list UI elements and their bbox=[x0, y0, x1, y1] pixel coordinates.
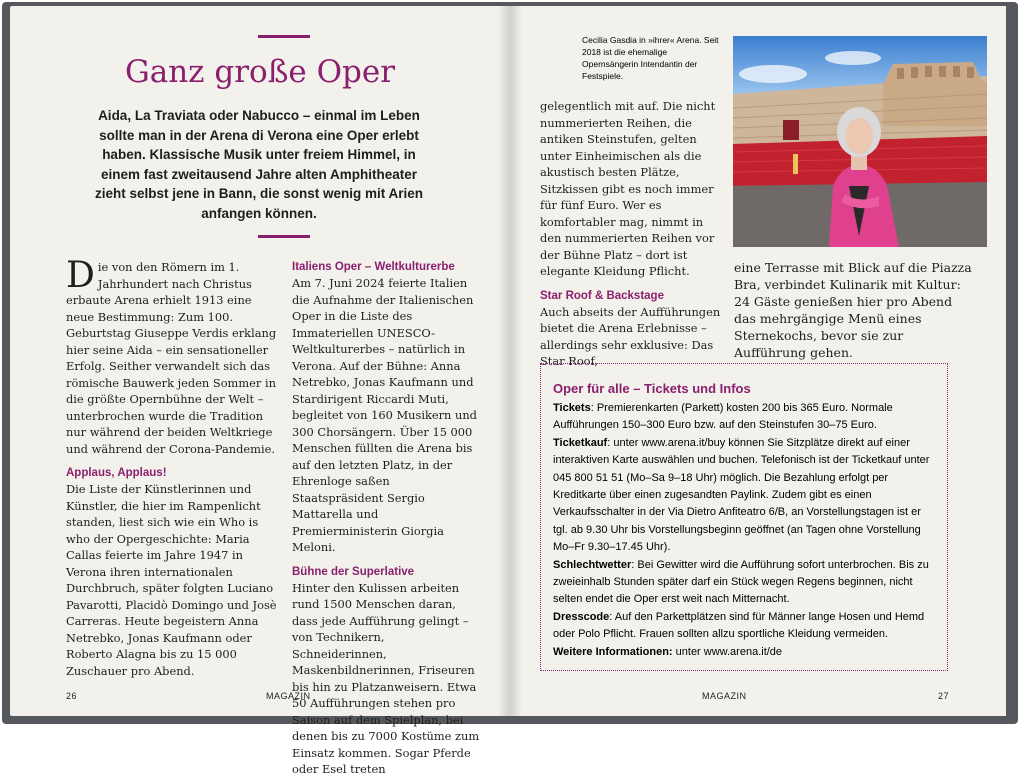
subheading: Applaus, Applaus! bbox=[66, 467, 167, 479]
paragraph: Am 7. Juni 2024 feierte Italien die Aufnahme der Italienischen Oper in die Liste des Immateriellen UNESCO-Weltkulturerbes – natürlich in Verona. Auf der Bühne: Anna Netrebko, Jonas Kaufmann und Stardirigent Riccardi Muti, begleitet von 160 Musikern und 300 Chorsängern. Über 15 000 Menschen füllten die Arena bis auf den letzten Platz, in der Ehrenloge saßen Staatspräsident Sergio Mattarella und Premierministerin Giorgia Meloni. bbox=[292, 276, 477, 554]
title-rule-bottom bbox=[258, 235, 310, 238]
left-column-2 bbox=[292, 259, 482, 778]
info-schlechtwetter bbox=[553, 557, 935, 609]
info-dresscode bbox=[553, 609, 935, 644]
paragraph: gelegentlich mit auf. Die nicht nummerierten Reihen, die antiken Steinstufen, gelten unter Einheimischen als die akustisch besten Plätze, Sitzkissen gibt es noch immer für fünf Euro. Wer es komfortabler mag, nimmt in den nummerierten Reihen vor der Bühne Platz – dort ist elegante Kleidung Pflicht. bbox=[540, 99, 716, 278]
article-intro: Aida, La Traviata oder Nabucco – einmal im Leben sollte man in der Arena di Verona eine Oper erlebt haben. Klassische Musik unter freiem Himmel, in einem fast zweitausend Jahre alten Amphitheater zieht selbst jene in Bann, die sonst wenig mit Arien anfangen können. bbox=[94, 108, 424, 221]
info-weitere bbox=[553, 644, 935, 661]
subheading: Star Roof & Backstage bbox=[540, 289, 664, 302]
footer-magazin-right: MAGAZIN bbox=[702, 691, 747, 701]
paragraph: Hinter den Kulissen arbeiten rund 1500 Menschen daran, dass jede Aufführung gelingt – von Technikern, Schneiderinnen, Maskenbildnerinnen, Friseuren bis hin zu Platzanweisern. Etwa 50 Aufführungen stehen pro Saison auf dem Spielplan, bei denen bis zu 7000 Kostüme zum Einsatz kommen. Sogar Pferde oder Esel treten bbox=[292, 580, 480, 776]
info-label: Weitere Informationen: bbox=[553, 645, 673, 658]
info-box-heading: Oper für alle – Tickets und Infos bbox=[553, 381, 751, 396]
info-label: Ticketkauf bbox=[553, 436, 608, 449]
info-text: unter www.arena.it/de bbox=[672, 645, 783, 658]
paragraph: Die Liste der Künstlerinnen und Künstler, die hier im Rampenlicht standen, liest sich wie ein Who is who der Opergeschichte: Maria Callas feierte im Jahre 1947 in Verona ihren internationalen Durchbruch, später folgten Luciano Pavarotti, Placidò Domingo und Josè Carreras. Heute begeistern Anna Netrebko, Jonas Kaufmann oder Roberto Alagna bis zu 15 000 Zuschauer pro Abend. bbox=[66, 482, 277, 678]
info-box bbox=[540, 363, 948, 671]
info-text: : Premierenkarten (Parkett) kosten 200 bis 365 Euro. Normale Aufführungen 150–300 Euro bzw. auf den Steinstufen 30–75 Euro. bbox=[553, 402, 893, 432]
paragraph-text: ie von den Römern im 1. Jahrhundert nach Christus erbaute Arena erhielt 1913 eine neue Bestimmung: Zum 100. Geburtstag Giuseppe Verdis erklang hier seine Aida – ein sensationeller Erfolg. Seither verwandelt sich das römische Bauwerk jeden Sommer in die größte Opernbühne der Welt – unterbrochen wurde die Tradition nur während der beiden Weltkriege und während der Corona-Pandemie. bbox=[66, 260, 277, 456]
info-ticketkauf bbox=[553, 435, 935, 557]
article-title: Ganz große Oper bbox=[124, 54, 396, 90]
info-text: : Auf den Parkettplätzen sind für Männer lange Hosen und Hemd oder Polo Pflicht. Frauen sollten allzu sportliche Kleidung vermeiden. bbox=[553, 610, 925, 641]
arena-photo bbox=[733, 36, 987, 247]
paragraph bbox=[66, 255, 278, 457]
photo-caption: Cecilia Gasdia in »ihrer« Arena. Seit 2018 ist die ehemalige Opernsängerin Intendantin der Festspiele. bbox=[582, 35, 719, 81]
left-page bbox=[10, 6, 510, 776]
subheading: Bühne der Superlative bbox=[292, 565, 415, 578]
page-number-left: 26 bbox=[66, 691, 78, 701]
paragraph: eine Terrasse mit Blick auf die Piazza Bra, verbindet Kulinarik mit Kultur: 24 Gäste genießen hier pro Abend das mehrgängige Menü eines Sternekochs, bevor sie zur Aufführung gehen. bbox=[734, 260, 972, 360]
info-text: : unter www.arena.it/buy können Sie Sitzplätze direkt auf einer interaktiven Karte auswählen und buchen. Telefonisch ist der Ticketkauf unter 045 800 51 51 (Mo–Sa 9–18 Uhr) möglich. Die Bezahlung erfolgt per Kreditkarte über einen zugesandten Paylink. Zudem gibt es einen Verkaufsschalter in der Via Dietro Anfiteatro 6/B, an Vorstellungstagen ist er tgl. ab 9.30 Uhr bis Vorstellungsbeginn geöffnet (an Tagen ohne Vorstellung Mo–Fr 9.30–17.45 Uhr). bbox=[553, 436, 930, 554]
right-column-2 bbox=[734, 259, 974, 361]
page-number-right: 27 bbox=[938, 691, 950, 701]
info-text: : Bei Gewitter wird die Aufführung sofort unterbrochen. Bis zu zweieinhalb Stunden später darf ein Stück wegen Regens beginnen, nicht selten endet die Oper erst weit nach Mitternacht. bbox=[553, 558, 929, 606]
info-label: Dresscode bbox=[553, 610, 610, 623]
title-rule-top bbox=[258, 35, 310, 38]
info-tickets bbox=[553, 400, 935, 435]
info-label: Schlechtwetter bbox=[553, 558, 632, 571]
drop-cap: D bbox=[66, 255, 95, 296]
arena-photo-illustration bbox=[733, 36, 987, 247]
book-gutter-shadow bbox=[498, 6, 522, 716]
footer-magazin-left: MAGAZIN bbox=[266, 691, 311, 701]
paragraph: Auch abseits der Aufführungen bietet die Arena Erlebnisse – allerdings sehr exklusive: Das Star Roof, bbox=[540, 304, 721, 368]
left-column-1 bbox=[66, 255, 278, 679]
right-column-1 bbox=[540, 98, 724, 370]
subheading: Italiens Oper – Weltkulturerbe bbox=[292, 261, 455, 273]
info-label: Tickets bbox=[553, 402, 591, 414]
